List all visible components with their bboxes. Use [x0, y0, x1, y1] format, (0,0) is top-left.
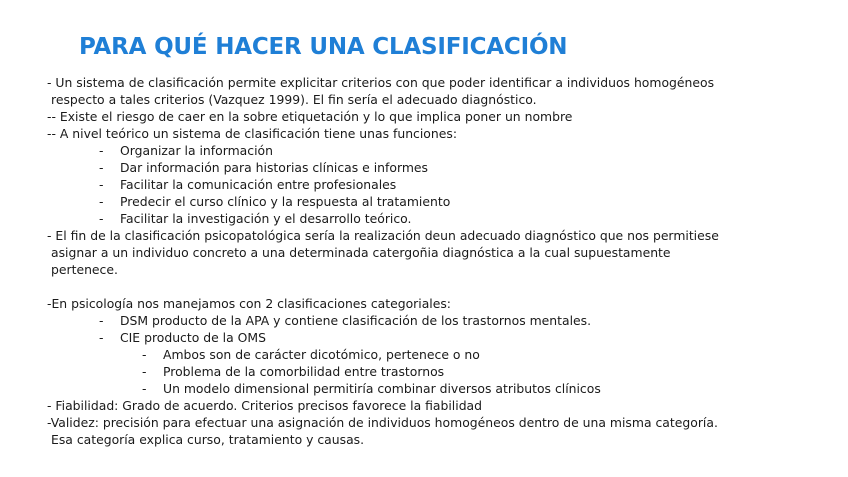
sub-list-item — [47, 363, 807, 380]
text-line: -- Existe el riesgo de caer en la sobre etiquetación y lo que implica poner un nombre — [47, 109, 573, 124]
bullet-dash: - — [142, 347, 147, 362]
list-item-text: Facilitar la comunicación entre profesionales — [120, 177, 397, 192]
list-item — [47, 329, 807, 346]
bullet-dash: - — [99, 160, 104, 175]
slide-body — [47, 74, 807, 448]
list-item-text: Un modelo dimensional permitiría combinar diversos atributos clínicos — [163, 381, 601, 396]
list-item — [47, 176, 807, 193]
spacer — [47, 278, 807, 295]
list-item — [47, 159, 807, 176]
list-item-text: DSM producto de la APA y contiene clasificación de los trastornos mentales. — [120, 313, 592, 328]
sub-list-item — [47, 346, 807, 363]
list-item — [47, 193, 807, 210]
list-item — [47, 142, 807, 159]
bullet-dash: - — [99, 330, 104, 345]
text-line: - El fin de la clasificación psicopatológica sería la realización deun adecuado diagnóstico que nos permitiese — [47, 228, 719, 243]
bullet-dash: - — [99, 313, 104, 328]
list-item — [47, 312, 807, 329]
list-item — [47, 210, 807, 227]
bullet-dash: - — [99, 194, 104, 209]
text-line: - Un sistema de clasificación permite explicitar criterios con que poder identificar a individuos homogéneos — [47, 75, 715, 90]
bullet-dash: - — [142, 381, 147, 396]
text-line: -En psicología nos manejamos con 2 clasificaciones categoriales: — [47, 296, 451, 311]
list-item-text: Ambos son de carácter dicotómico, pertenece o no — [163, 347, 480, 362]
text-line: asignar a un individuo concreto a una determinada catergoñia diagnóstica a la cual supuestamente — [51, 245, 671, 260]
list-item-text: Facilitar la investigación y el desarrollo teórico. — [120, 211, 412, 226]
bullet-dash: - — [99, 177, 104, 192]
list-item-text: Dar información para historias clínicas e informes — [120, 160, 428, 175]
list-item-text: Problema de la comorbilidad entre trastornos — [163, 364, 445, 379]
bullet-dash: - — [99, 143, 104, 158]
slide-title: PARA QUÉ HACER UNA CLASIFICACIÓN — [79, 34, 568, 60]
text-line: - Fiabilidad: Grado de acuerdo. Criterios precisos favorece la fiabilidad — [47, 398, 483, 413]
bullet-dash: - — [142, 364, 147, 379]
text-line: -- A nivel teórico un sistema de clasificación tiene unas funciones: — [47, 126, 457, 141]
text-line: Esa categoría explica curso, tratamiento y causas. — [51, 432, 365, 447]
list-item-text: CIE producto de la OMS — [120, 330, 266, 345]
text-line: pertenece. — [51, 262, 118, 277]
text-line: -Validez: precisión para efectuar una asignación de individuos homogéneos dentro de una misma categoría. — [47, 415, 718, 430]
list-item-text: Organizar la información — [120, 143, 273, 158]
sub-list-item — [47, 380, 807, 397]
text-line: respecto a tales criterios (Vazquez 1999). El fin sería el adecuado diagnóstico. — [51, 92, 537, 107]
list-item-text: Predecir el curso clínico y la respuesta al tratamiento — [120, 194, 451, 209]
bullet-dash: - — [99, 211, 104, 226]
